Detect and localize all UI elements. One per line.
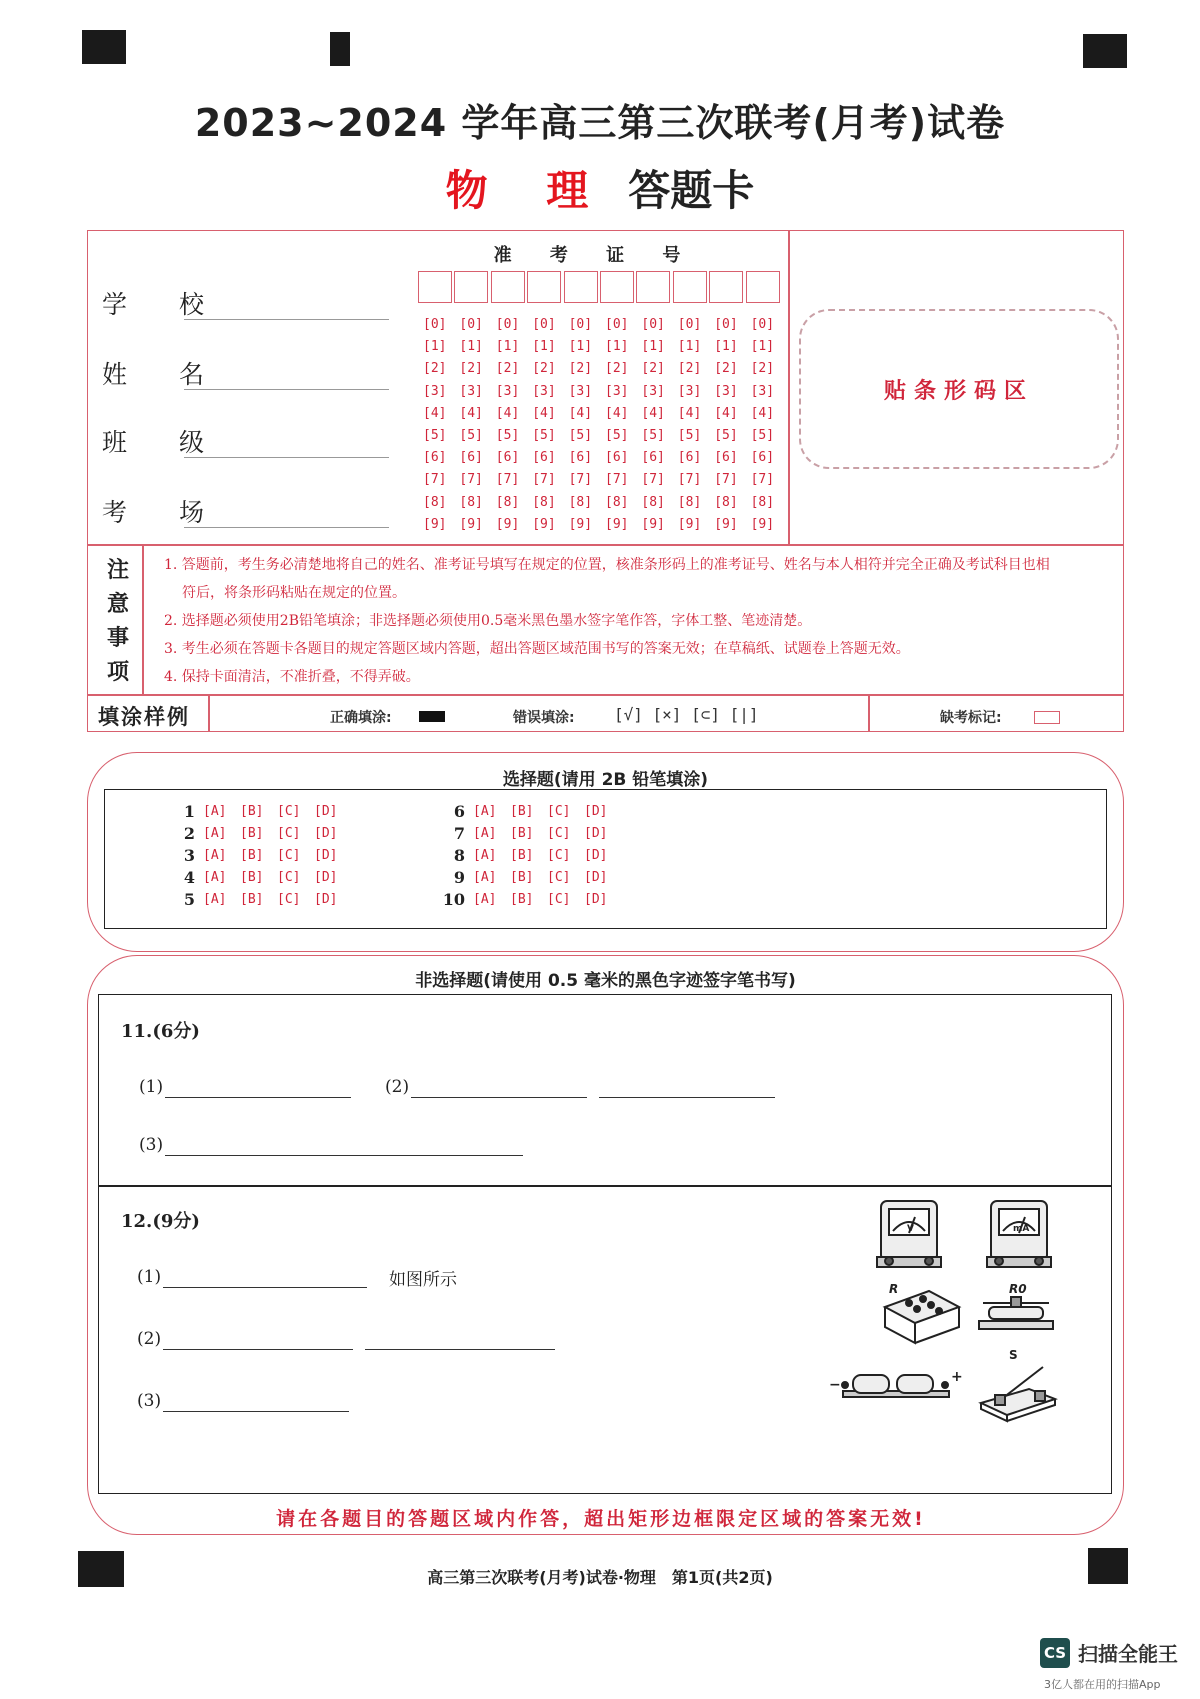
choice-option-d[interactable]: [D] (314, 804, 338, 819)
admission-digit-option[interactable]: [0] (677, 317, 702, 332)
admission-digit-option[interactable]: [7] (641, 472, 665, 488)
class-label: 班 级 (102, 428, 226, 457)
choice-option-b[interactable]: [B] (510, 892, 534, 907)
choice-option-c[interactable]: [C] (547, 870, 571, 885)
admission-digit-option[interactable]: [2] (568, 361, 593, 377)
admission-digit-option[interactable]: [4] (495, 405, 520, 421)
admission-digit-option[interactable]: [1] (459, 339, 483, 355)
battery-icon (842, 1375, 949, 1397)
class-field[interactable] (184, 457, 389, 458)
choice-option-c[interactable]: [C] (277, 870, 301, 885)
battery-minus-label: − (829, 1377, 841, 1393)
admission-digit-option[interactable]: [3] (568, 383, 593, 399)
admission-digit-box[interactable] (636, 271, 670, 303)
admission-digit-option[interactable]: [4] (568, 405, 593, 421)
admission-digit-option[interactable]: [6] (641, 450, 665, 466)
barcode-area: 贴条形码区 (799, 309, 1119, 469)
subject-label: 物 理 (445, 166, 611, 215)
admission-digit-option[interactable]: [8] (568, 494, 593, 510)
voltmeter-label: V (907, 1224, 914, 1234)
admission-digit-option[interactable]: [7] (714, 472, 738, 488)
admission-digit-option[interactable]: [5] (459, 428, 483, 443)
choice-option-b[interactable]: [B] (240, 804, 264, 819)
choice-option-c[interactable]: [C] (547, 826, 571, 841)
admission-digit-option[interactable]: [4] (714, 405, 738, 421)
student-info-box (87, 230, 1124, 732)
q11-sub2-answer-a[interactable] (411, 1097, 587, 1098)
choice-option-c[interactable]: [C] (277, 892, 301, 907)
admission-digit-option[interactable]: [8] (750, 494, 775, 510)
wrong-fill-samples: [√] [×] [⊂] [|] (614, 705, 759, 724)
circuit-components-figure (829, 1195, 1099, 1435)
q11-sub1-answer[interactable] (165, 1097, 351, 1098)
switch-label: S (1009, 1348, 1018, 1362)
ammeter-label: mA (1013, 1224, 1030, 1234)
admission-digit-option[interactable]: [1] (714, 339, 738, 355)
admission-digit-option[interactable]: [0] (423, 317, 447, 332)
admission-digit-option[interactable]: [1] (677, 339, 702, 355)
rheostat-icon (979, 1297, 1053, 1329)
admission-number-title: 准 考 证 号 (493, 245, 697, 266)
resistor-box-icon (885, 1291, 959, 1343)
admission-number-section (410, 231, 780, 544)
nonchoice-answer-box (98, 994, 1112, 1494)
admission-digit-option[interactable]: [2] (459, 361, 483, 377)
admission-digit-option[interactable]: [7] (459, 472, 483, 488)
answer-area-warning: 请在各题目的答题区域内作答，超出矩形边框限定区域的答案无效! (276, 1508, 926, 1530)
admission-digit-option[interactable]: [7] (423, 472, 447, 488)
choice-question-number: 4 (183, 868, 195, 887)
choice-option-b[interactable]: [B] (240, 848, 264, 863)
choice-answer-box (104, 789, 1107, 929)
voltmeter-icon (877, 1201, 941, 1267)
admission-digit-option[interactable]: [8] (495, 494, 520, 510)
admission-digit-box[interactable] (564, 271, 598, 303)
admission-digit-option[interactable]: [9] (641, 516, 665, 532)
choice-option-a[interactable]: [A] (203, 870, 227, 885)
admission-digit-option[interactable]: [9] (423, 516, 447, 532)
choice-option-d[interactable]: [D] (584, 804, 608, 819)
admission-digit-option[interactable]: [4] (459, 405, 483, 421)
choice-question-number: 7 (453, 824, 465, 843)
q11-sub3-label: (3) (139, 1135, 164, 1155)
resistor-box-label: R (889, 1282, 899, 1296)
choice-option-b[interactable]: [B] (240, 892, 264, 907)
admission-digit-option[interactable]: [1] (641, 339, 665, 355)
admission-digit-option[interactable]: [1] (423, 339, 447, 355)
admission-digit-option[interactable]: [4] (677, 405, 702, 421)
choice-question-number: 8 (453, 846, 465, 865)
correct-fill-label: 正确填涂: (330, 710, 392, 726)
q12-sub2-answer-b[interactable] (365, 1349, 555, 1350)
admission-digit-option[interactable]: [3] (423, 383, 447, 399)
choice-option-c[interactable]: [C] (277, 826, 301, 841)
choice-option-a[interactable]: [A] (473, 826, 497, 841)
choice-option-d[interactable]: [D] (584, 848, 608, 863)
notice-item-1-cont: 符后，将条形码粘贴在规定的位置。 (182, 585, 406, 601)
admission-digit-option[interactable]: [4] (605, 405, 629, 421)
nonchoice-title: 非选择题(请使用 0.5 毫米的黑色字迹签字笔书写) (415, 971, 796, 991)
rheostat-label: R0 (1009, 1282, 1027, 1296)
admission-digit-option[interactable]: [6] (568, 450, 593, 466)
admission-digit-option[interactable]: [1] (605, 339, 629, 355)
admission-digit-option[interactable]: [5] (568, 428, 593, 443)
admission-digit-option[interactable]: [6] (495, 450, 520, 466)
choice-option-d[interactable]: [D] (314, 848, 338, 863)
admission-digit-option[interactable]: [8] (423, 494, 447, 510)
admission-digit-option[interactable]: [5] (641, 428, 665, 443)
school-label: 学 校 (102, 290, 226, 319)
notice-item-4: 4. 保持卡面清洁，不准折叠，不得弄破。 (164, 669, 420, 685)
admission-digit-option[interactable]: [0] (495, 317, 520, 332)
admission-digit-option[interactable]: [0] (605, 317, 629, 332)
admission-digit-option[interactable]: [3] (714, 383, 738, 399)
admission-digit-option[interactable]: [9] (605, 516, 629, 532)
name-label: 姓 名 (102, 360, 226, 389)
admission-digit-option[interactable]: [6] (459, 450, 483, 466)
choice-option-a[interactable]: [A] (203, 826, 227, 841)
name-field[interactable] (184, 389, 389, 390)
q12-label: 12.(9分) (121, 1211, 200, 1232)
choice-option-b[interactable]: [B] (240, 870, 264, 885)
admission-digit-option[interactable]: [8] (532, 494, 556, 510)
admission-digit-option[interactable]: [6] (532, 450, 556, 466)
choice-section (87, 752, 1124, 952)
admission-digit-option[interactable]: [0] (532, 317, 556, 332)
admission-digit-option[interactable]: [9] (459, 516, 483, 532)
admission-digit-option[interactable]: [7] (495, 472, 520, 488)
choice-option-c[interactable]: [C] (547, 804, 571, 819)
admission-digit-option[interactable]: [3] (495, 383, 520, 399)
choice-option-a[interactable]: [A] (203, 892, 227, 907)
choice-question-number: 6 (453, 802, 465, 821)
admission-digit-option[interactable]: [1] (532, 339, 556, 355)
notice-item-2: 2. 选择题必须使用2B铅笔填涂；非选择题必须使用0.5毫米黑色墨水签字笔作答，字体工整、笔迹清楚。 (164, 613, 812, 629)
q11-sub1-label: (1) (139, 1077, 164, 1097)
admission-digit-option[interactable]: [6] (714, 450, 738, 466)
notice-item-3: 3. 考生必须在答题卡各题目的规定答题区域内答题，超出答题区域范围书写的答案无效；在草稿纸、试题卷上答题无效。 (164, 641, 910, 657)
correct-fill-sample (419, 711, 445, 722)
choice-question-number: 1 (183, 802, 195, 821)
absent-mark-label: 缺考标记: (940, 710, 1002, 726)
choice-option-d[interactable]: [D] (314, 870, 338, 885)
nonchoice-section (87, 955, 1124, 1535)
admission-digit-option[interactable]: [9] (495, 516, 520, 532)
admission-digit-option[interactable]: [7] (605, 472, 629, 488)
admission-digit-option[interactable]: [9] (750, 516, 775, 532)
admission-digit-option[interactable]: [0] (641, 317, 665, 332)
choice-option-c[interactable]: [C] (277, 804, 301, 819)
ammeter-icon (987, 1201, 1051, 1267)
choice-title: 选择题(请用 2B 铅笔填涂) (502, 770, 709, 790)
admission-digit-option[interactable]: [1] (495, 339, 520, 355)
admission-digit-option[interactable]: [0] (714, 317, 738, 332)
registration-marker (1083, 34, 1127, 68)
admission-digit-option[interactable]: [3] (459, 383, 483, 399)
admission-digit-option[interactable]: [5] (714, 428, 738, 443)
admission-digit-option[interactable]: [4] (750, 405, 775, 421)
admission-digit-option[interactable]: [5] (750, 428, 775, 443)
admission-digit-option[interactable]: [4] (641, 405, 665, 421)
exam-room-label: 考 场 (102, 498, 226, 527)
q11-sub3-answer[interactable] (165, 1155, 523, 1156)
admission-digit-option[interactable]: [3] (750, 383, 775, 399)
choice-option-c[interactable]: [C] (277, 848, 301, 863)
admission-digit-option[interactable]: [4] (532, 405, 556, 421)
admission-digit-box[interactable] (527, 271, 561, 303)
admission-digit-option[interactable]: [2] (495, 361, 520, 377)
admission-digit-option[interactable]: [8] (605, 494, 629, 510)
school-field[interactable] (184, 319, 389, 320)
choice-option-b[interactable]: [B] (510, 870, 534, 885)
q12-sub3-label: (3) (137, 1391, 162, 1411)
admission-digit-option[interactable]: [7] (750, 472, 775, 488)
choice-question-number: 10 (442, 890, 465, 909)
choice-option-a[interactable]: [A] (473, 870, 497, 885)
choice-option-d[interactable]: [D] (314, 892, 338, 907)
choice-option-a[interactable]: [A] (203, 848, 227, 863)
choice-option-a[interactable]: [A] (473, 892, 497, 907)
admission-digit-box[interactable] (600, 271, 634, 303)
admission-digit-option[interactable]: [2] (532, 361, 556, 377)
choice-option-b[interactable]: [B] (510, 804, 534, 819)
choice-option-d[interactable]: [D] (584, 826, 608, 841)
q12-sub3-answer[interactable] (163, 1411, 349, 1412)
absent-mark-box[interactable] (1034, 711, 1060, 724)
admission-digit-option[interactable]: [7] (568, 472, 593, 488)
admission-digit-option[interactable]: [0] (568, 317, 593, 332)
admission-digit-option[interactable]: [9] (677, 516, 702, 532)
choice-option-a[interactable]: [A] (473, 848, 497, 863)
choice-option-d[interactable]: [D] (314, 826, 338, 841)
fill-sample-label: 填涂样例 (98, 705, 190, 729)
admission-digit-option[interactable]: [8] (641, 494, 665, 510)
admission-digit-option[interactable]: [7] (677, 472, 702, 488)
admission-digit-option[interactable]: [9] (568, 516, 593, 532)
battery-plus-label: + (951, 1369, 963, 1385)
admission-digit-option[interactable]: [9] (532, 516, 556, 532)
admission-digit-box[interactable] (454, 271, 488, 303)
choice-option-b[interactable]: [B] (240, 826, 264, 841)
admission-digit-option[interactable]: [2] (423, 361, 447, 377)
page-footer: 高三第三次联考(月考)试卷·物理 第1页(共2页) (427, 1568, 773, 1587)
choice-option-b[interactable]: [B] (510, 848, 534, 863)
choice-question-number: 5 (183, 890, 195, 909)
admission-digit-option[interactable]: [2] (677, 361, 702, 377)
notice-heading: 注 意 事 项 (106, 557, 129, 685)
admission-digit-option[interactable]: [5] (605, 428, 629, 443)
admission-digit-option[interactable]: [8] (714, 494, 738, 510)
scanner-app-name: 扫描全能王 (1078, 1642, 1178, 1666)
choice-option-b[interactable]: [B] (510, 826, 534, 841)
choice-option-d[interactable]: [D] (584, 870, 608, 885)
admission-digit-option[interactable]: [1] (568, 339, 593, 355)
admission-digit-option[interactable]: [5] (495, 428, 520, 443)
admission-digit-option[interactable]: [6] (605, 450, 629, 466)
admission-digit-option[interactable]: [9] (714, 516, 738, 532)
exam-room-field[interactable] (184, 527, 389, 528)
q11-sub2-label: (2) (385, 1077, 410, 1097)
choice-option-c[interactable]: [C] (547, 848, 571, 863)
page-title: 2023~2024 学年高三第三次联考(月考)试卷 (194, 101, 1006, 145)
admission-digit-option[interactable]: [3] (605, 383, 629, 399)
q11-sub2-answer-b[interactable] (599, 1097, 775, 1098)
admission-digit-option[interactable]: [0] (750, 317, 775, 332)
q12-sub2-label: (2) (137, 1329, 162, 1349)
admission-digit-box[interactable] (418, 271, 452, 303)
admission-digit-option[interactable]: [2] (641, 361, 665, 377)
scanner-logo: CS (1040, 1638, 1070, 1668)
scanner-tagline: 3亿人都在用的扫描App (1044, 1678, 1161, 1691)
registration-marker (82, 30, 126, 64)
choice-question-number: 9 (453, 868, 465, 887)
choice-question-number: 2 (183, 824, 195, 843)
admission-digit-option[interactable]: [6] (750, 450, 775, 466)
choice-option-c[interactable]: [C] (547, 892, 571, 907)
admission-digit-option[interactable]: [0] (459, 317, 483, 332)
admission-digit-option[interactable]: [3] (532, 383, 556, 399)
admission-digit-option[interactable]: [5] (532, 428, 556, 443)
q12-sub1-answer[interactable] (163, 1287, 367, 1288)
admission-digit-option[interactable]: [1] (750, 339, 775, 355)
admission-digit-option[interactable]: [7] (532, 472, 556, 488)
admission-digit-option[interactable]: [2] (750, 361, 775, 377)
admission-digit-option[interactable]: [3] (641, 383, 665, 399)
q12-sub2-answer-a[interactable] (163, 1349, 353, 1350)
choice-question-number: 3 (183, 846, 195, 865)
admission-digit-option[interactable]: [6] (423, 450, 447, 466)
page-subtitle (0, 158, 1200, 218)
admission-digit-option[interactable]: [5] (677, 428, 702, 443)
choice-option-d[interactable]: [D] (584, 892, 608, 907)
card-label: 答题卡 (628, 166, 755, 215)
admission-digit-option[interactable]: [4] (423, 405, 447, 421)
admission-digit-option[interactable]: [6] (677, 450, 702, 466)
registration-marker (330, 32, 350, 66)
q12-sub1-label: (1) (137, 1267, 162, 1287)
notice-item-1: 1. 答题前，考生务必清楚地将自己的姓名、准考证号填写在规定的位置，核准条形码上的准考证号、姓名与本人相符并完全正确及考试科目也相 (164, 557, 1050, 573)
wrong-fill-label: 错误填涂: (513, 710, 575, 726)
switch-icon (981, 1367, 1055, 1421)
admission-digit-option[interactable]: [8] (677, 494, 702, 510)
q12-sub1-note: 如图所示 (389, 1270, 457, 1290)
admission-digit-option[interactable]: [8] (459, 494, 483, 510)
admission-digit-option[interactable]: [3] (677, 383, 702, 399)
admission-digit-box[interactable] (491, 271, 525, 303)
admission-digit-box[interactable] (709, 271, 743, 303)
admission-digit-option[interactable]: [2] (714, 361, 738, 377)
choice-option-a[interactable]: [A] (473, 804, 497, 819)
q11-label: 11.(6分) (121, 1021, 200, 1042)
admission-digit-box[interactable] (746, 271, 780, 303)
choice-option-a[interactable]: [A] (203, 804, 227, 819)
admission-digit-box[interactable] (673, 271, 707, 303)
admission-digit-option[interactable]: [5] (423, 428, 447, 443)
admission-digit-option[interactable]: [2] (605, 361, 629, 377)
